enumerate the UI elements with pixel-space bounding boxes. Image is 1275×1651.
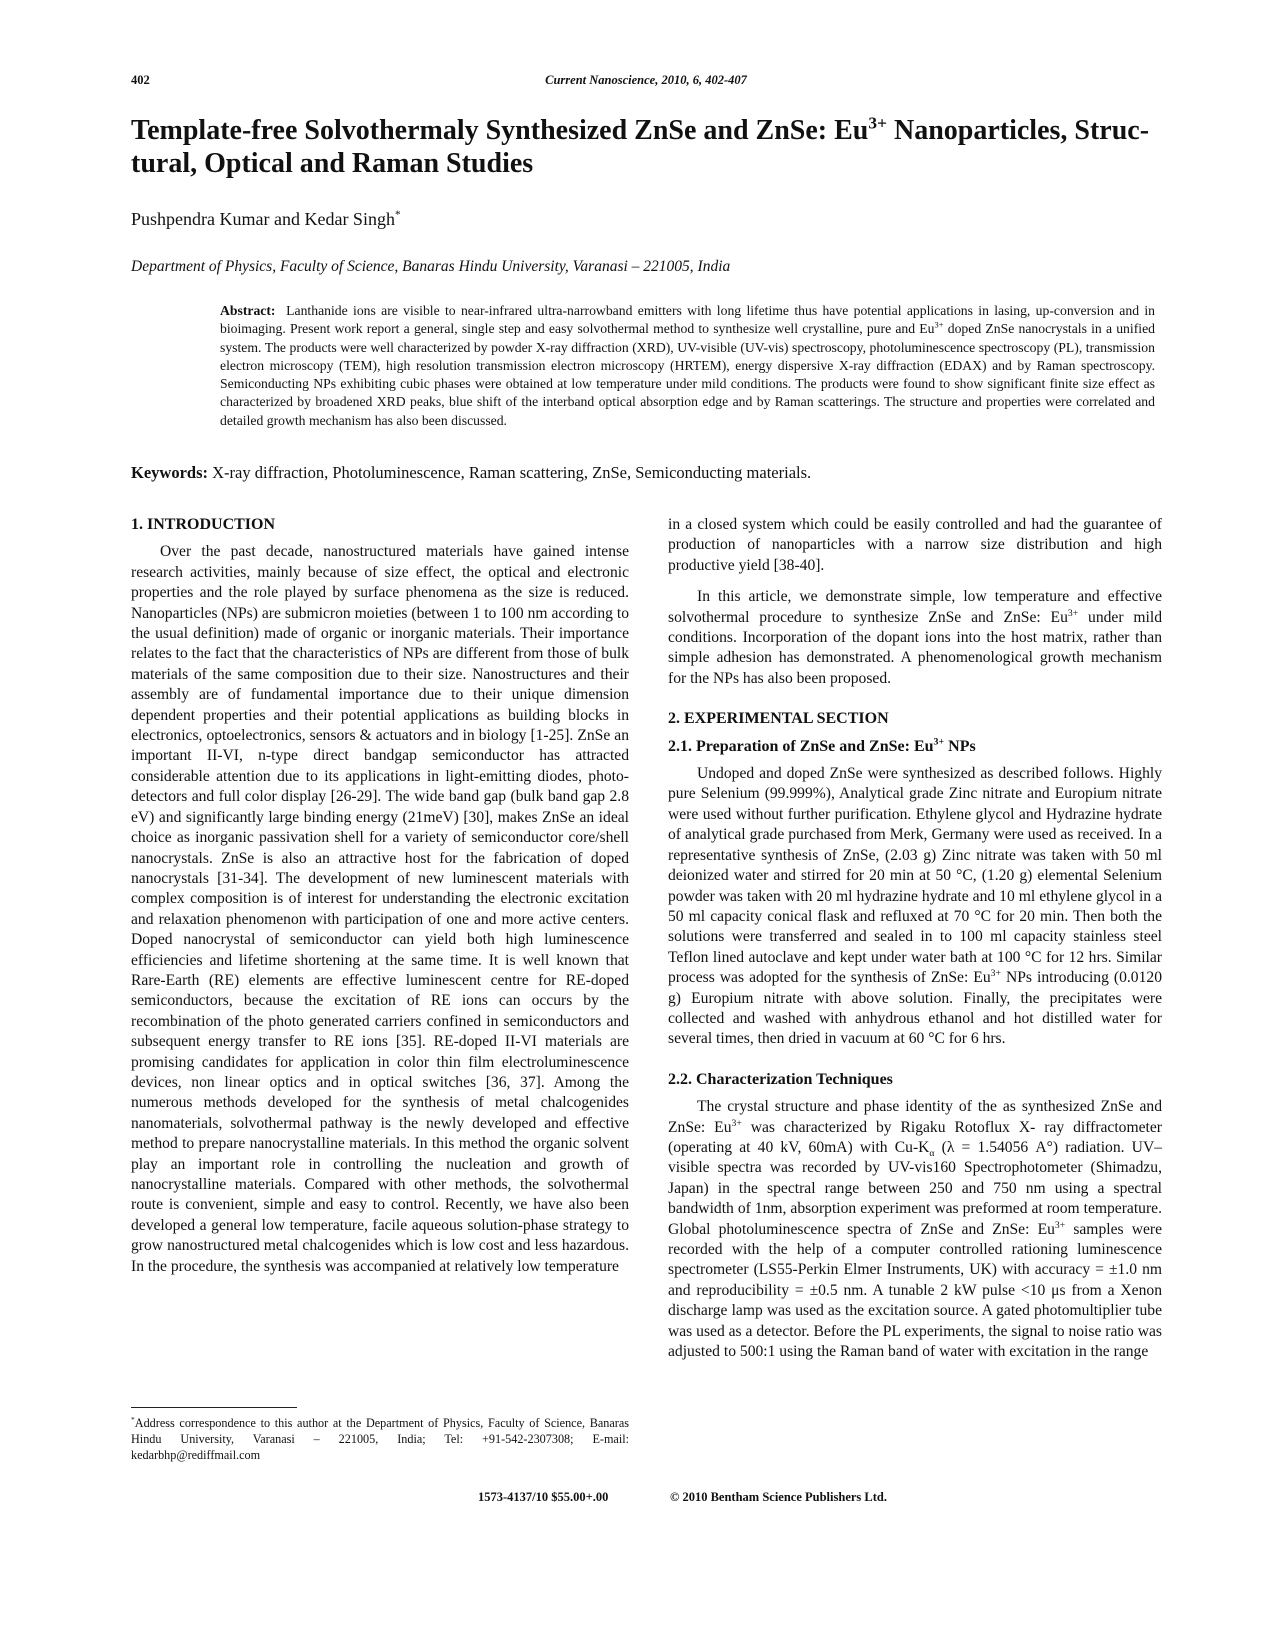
journal-volume: 6 xyxy=(692,73,699,87)
char-text-d: samples were recorded with the help of a computer controlled rationing luminescence spectrometer (LS55-Perkin Elmer Instruments, UK) with accuracy = ±1.0 nm and reproducibility = ±0.5 nm. A tunable 2 kW pulse <10 μs from a Xenon discharge lamp was used as the excitation source. A gated photomultiplier tube was used as a detector. Before the PL experiments, the signal to noise ratio was adjusted to 500:1 using the Raman band of water with excitation in the range xyxy=(668,1220,1162,1361)
characterization-subheading: 2.2. Characterization Techniques xyxy=(668,1070,893,1088)
char-text-b: was characterized by Rigaku Rotoflux X- ray diffractometer (operating at 40 kV, 60mA) with Cu-K xyxy=(668,1118,1162,1156)
prep-text-b: NPs introducing (0.0120 g) Europium nitrate with above solution. Finally, the precipitates were collected and washed with anhydrous ethanol and hot distilled water for several times, then dried in vacuum at 60 °C for 6 hrs. xyxy=(668,969,1162,1048)
affiliation: Department of Physics, Faculty of Science, Banaras Hindu University, Varanasi – 221005, India xyxy=(131,258,731,275)
page-number: 402 xyxy=(131,73,150,87)
keywords-label: Keywords: xyxy=(131,463,208,482)
journal-pages: , 402-407 xyxy=(698,73,747,87)
footnote-marker: * xyxy=(131,1414,135,1424)
copyright-notice: © 2010 Bentham Science Publishers Ltd. xyxy=(670,1490,887,1504)
introduction-paragraph-2 xyxy=(668,587,1162,689)
keywords xyxy=(131,463,811,483)
char-text-a: The crystal structure and phase identity of the as synthesized ZnSe and ZnSe: Eu xyxy=(668,1098,1162,1136)
footnote-rule xyxy=(131,1407,297,1408)
prep-superscript: 3+ xyxy=(990,967,1001,979)
author-names: Pushpendra Kumar and Kedar Singh xyxy=(131,209,395,229)
introduction-paragraph-1-continued: in a closed system which could be easily controlled and had the guarantee of production of nanoparticles with a narrow size distribution and high productive yield [38-40]. xyxy=(668,516,1162,574)
characterization-paragraph xyxy=(668,1097,1162,1362)
subheading-superscript: 3+ xyxy=(933,736,945,748)
char-superscript-1: 3+ xyxy=(731,1117,742,1129)
preparation-subheading xyxy=(668,737,1162,757)
journal-citation xyxy=(131,73,1161,88)
right-column xyxy=(668,515,1162,1362)
char-subscript: α xyxy=(929,1148,935,1160)
preparation-paragraph xyxy=(668,764,1162,1050)
title-part1: Template-free Solvothermaly Synthesized ZnSe and ZnSe: Eu xyxy=(131,115,869,146)
experimental-heading: 2. EXPERIMENTAL SECTION xyxy=(668,710,889,728)
abstract-superscript: 3+ xyxy=(934,319,944,330)
article-title xyxy=(131,114,1191,180)
title-line2: tural, Optical and Raman Studies xyxy=(131,148,534,179)
abstract-label: Abstract: xyxy=(220,303,276,318)
journal-name: Current Nanoscience xyxy=(545,73,656,87)
author-list xyxy=(131,209,401,230)
para2-text-b: under mild conditions. Incorporation of the dopant ions into the host matrix, rather than simple adhesion has demonstrated. A phenomenological growth mechanism for the NPs has also been proposed. xyxy=(668,608,1162,687)
abstract-text-a: Lanthanide ions are visible to near-infrared ultra-narrowband emitters with long lifetime thus have potential applications in lasing, up-conversion and in bioimaging. Present work report a general, single step and easy solvothermal method to synthesize well crystalline, pure and Eu xyxy=(220,303,1156,337)
keywords-text: X-ray diffraction, Photoluminescence, Raman scattering, ZnSe, Semiconducting materials. xyxy=(208,463,812,482)
correspondence-footnote xyxy=(131,1415,629,1463)
introduction-heading: 1. INTRODUCTION xyxy=(131,516,276,533)
char-superscript-2: 3+ xyxy=(1054,1219,1066,1231)
char-text-c: (λ = 1.54056 A°) radiation. UV–visible spectra was recorded by UV-vis160 Spectrophotometer (Shimadzu, Japan) in the spectral range between 250 and 750 nm using a spectral bandwidth of 1nm, absorption experiment was preformed at room temperature. Global photoluminescence spectra of ZnSe and ZnSe: Eu xyxy=(668,1138,1162,1238)
issn-price: 1573-4137/10 $55.00+.00 xyxy=(478,1490,609,1504)
para2-text-a: In this article, we demonstrate simple, low temperature and effective solvothermal procedure to synthesize ZnSe and ZnSe: Eu xyxy=(668,588,1162,626)
journal-year: , 2010, xyxy=(655,73,693,87)
corresponding-author-marker: * xyxy=(394,209,401,221)
running-header xyxy=(131,73,1161,93)
title-superscript: 3+ xyxy=(868,113,887,133)
left-column xyxy=(131,515,629,1277)
subheading-text-b: NPs xyxy=(944,737,976,755)
prep-text-a: Undoped and doped ZnSe were synthesized as described follows. Highly pure Selenium (99.999%), Analytical grade Zinc nitrate and Europium nitrate were used without further purification. Ethylene glycol and Hydrazine hydrate of analytical grade purchased from Merk, Germany were used as received. In a representative synthesis of ZnSe, (2.03 g) Zinc nitrate was taken with 50 ml deionized water and stirred for 20 min at 50 °C, (1.20 g) elemental Selenium powder was taken with 20 ml hydrazine hydrate and 10 ml ethylene glycol in a 50 ml capacity conical flask and refluxed at 70 °C for 20 min. Then both the solutions were transferred and sealed in to 100 ml capacity stainless steel Teflon lined autoclave and kept under water bath at 100 °C for 12 hrs. Similar process was adopted for the synthesis of ZnSe: Eu xyxy=(668,765,1162,987)
para2-superscript: 3+ xyxy=(1067,607,1079,619)
title-part2: Nanoparticles, Struc- xyxy=(886,115,1150,146)
subheading-text-a: 2.1. Preparation of ZnSe and ZnSe: Eu xyxy=(668,737,934,755)
abstract xyxy=(220,302,1155,430)
introduction-paragraph-1: Over the past decade, nanostructured materials have gained intense research activities, mainly because of size effect, the optical and electronic properties and the role played by surface phenomena as the size is reduced. Nanoparticles (NPs) are submicron moieties (between 1 to 100 nm according to the usual definition) made of organic or inorganic materials. Their importance relates to the fact that the characteristics of NPs are different from those of bulk materials of the same composition due to their size. Nanostructures and their assembly are of fundamental importance due to their unique dimension dependent properties and their potential applications as building blocks in electronics, optoelectronics, sensors & actuators and in biology [1-25]. ZnSe an important II-VI, n-type direct bandgap semiconductor has attracted considerable attention due to its applications in light-emitting diodes, photo-detectors and full color display [26-29]. The wide band gap (bulk band gap 2.8 eV) and significantly large binding energy (21meV) [30], makes ZnSe an ideal choice as inorganic passivation shell for a variety of semiconductor core/shell nanocrystals. ZnSe is also an attractive host for the fabrication of doped nanocrystals [31-34]. The development of new luminescent materials with complex composition is of interest for understanding the electronic excitation and relaxation phenomenon with participation of one and more active centers. Doped nanocrystal of semiconductor can yield both high luminescence efficiencies and lifetime shortening at the same time. It is well known that Rare-Earth (RE) elements are effective luminescent centre for RE-doped semiconductors, because the excitation of RE ions can occurs by the recombination of the photo generated carriers confined in semiconductors and subsequent energy transfer to RE ions [35]. RE-doped II-VI materials are promising candidates for application in color thin film electroluminescence devices, non linear optics and in optical switches [36, 37]. Among the numerous methods developed for the synthesis of metal chalcogenides nanomaterials, solvothermal pathway is the newly developed and effective method to prepare nanocrystalline materials. In this method the organic solvent play an important role in controlling the nucleation and growth of nanocrystalline materials. Compared with other methods, the solvothermal route is convenient, simple and easy to control. Recently, we have also been developed a general low temperature, facile aqueous solution-phase strategy to grow nanostructured metal chalcogenides which is low cost and less hazardous. In the procedure, the synthesis was accompanied at relatively low temperature xyxy=(131,543,629,1275)
abstract-text-b: doped ZnSe nanocrystals in a unified system. The products were well characterized by powder X-ray diffraction (XRD), UV-visible (UV-vis) spectroscopy, photoluminescence spectroscopy (PL), transmission electron microscopy (TEM), high resolution transmission electron microscopy (HRTEM), energy dispersive X-ray diffraction (EDAX) and by Raman spectroscopy. Semiconducting NPs exhibiting cubic phases were obtained at low temperature under mild conditions. The products were found to show significant finite size effect as characterized by broadened XRD peaks, blue shift of the interband optical absorption edge and by Raman scatterings. The structure and properties were correlated and detailed growth mechanism has also been discussed. xyxy=(220,321,1155,428)
footnote-text: Address correspondence to this author at the Department of Physics, Faculty of Science, Banaras Hindu University, Varanasi – 221005, India; Tel: +91-542-2307308; E-mail: kedarbhp@rediffmail.com xyxy=(131,1416,629,1462)
